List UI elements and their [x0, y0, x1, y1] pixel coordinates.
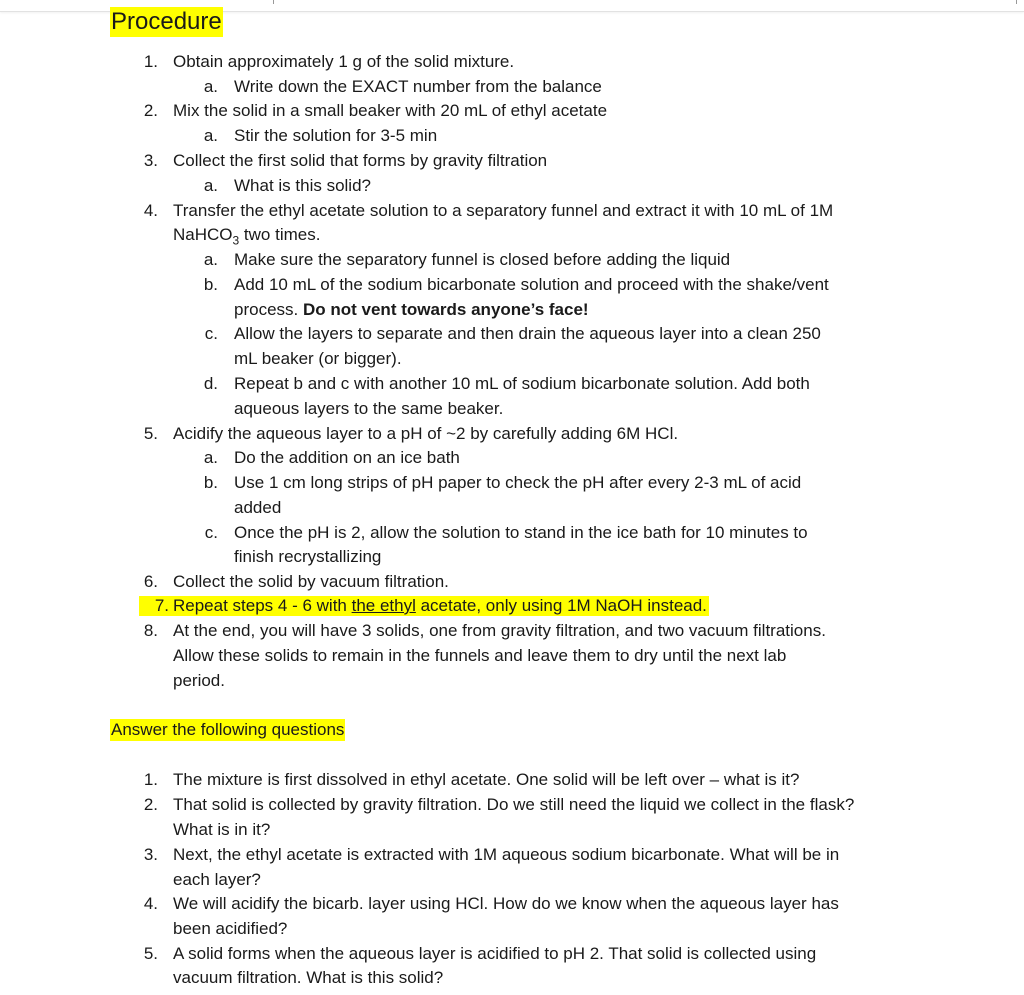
- substep-text: Make sure the separatory funnel is closed before adding the liquid: [234, 250, 731, 269]
- warning-text: Do not vent towards anyone’s face!: [302, 300, 589, 319]
- substep-text-continued: aqueous layers to the same beaker.: [234, 399, 504, 418]
- question-text: We will acidify the bicarb. layer using HCl. How do we know when the aqueous layer has: [173, 894, 839, 913]
- question-text: A solid forms when the aqueous layer is acidified to pH 2. That solid is collected using: [173, 944, 817, 963]
- substep-letter: b.: [203, 275, 218, 294]
- section-heading: Answer the following questions: [111, 720, 345, 739]
- step-text: Repeat steps 4 - 6 with: [173, 596, 352, 615]
- step-text-continued: period.: [173, 671, 225, 690]
- substep-text: What is this solid?: [234, 176, 371, 195]
- question-number: 3.: [143, 845, 158, 864]
- substep-letter: a.: [203, 176, 218, 195]
- step-number: 4.: [143, 201, 158, 220]
- substep-letter: c.: [204, 523, 218, 542]
- substep-text: Once the pH is 2, allow the solution to stand in the ice bath for 10 minutes to: [234, 523, 808, 542]
- step-text: Collect the first solid that forms by gravity filtration: [173, 151, 548, 170]
- question-number: 4.: [143, 894, 158, 913]
- step-text: Obtain approximately 1 g of the solid mixture.: [173, 52, 515, 71]
- question-text: That solid is collected by gravity filtration. Do we still need the liquid we collect in the flask?: [173, 795, 855, 814]
- step-text: Acidify the aqueous layer to a pH of ~2 by carefully adding 6M HCl.: [173, 424, 679, 443]
- question-text-continued: each layer?: [173, 870, 261, 889]
- substep-text: Use 1 cm long strips of pH paper to check the pH after every 2-3 mL of acid: [234, 473, 802, 492]
- substep-text-continued: finish recrystallizing: [234, 547, 382, 566]
- substep-text-continued: mL beaker (or bigger).: [234, 349, 402, 368]
- substep-letter: d.: [203, 374, 218, 393]
- step-text: At the end, you will have 3 solids, one from gravity filtration, and two vacuum filtrations.: [173, 621, 826, 640]
- substep-text: Add 10 mL of the sodium bicarbonate solution and proceed with the shake/vent: [234, 275, 829, 294]
- step-text-continued: Allow these solids to remain in the funnels and leave them to dry until the next lab: [173, 646, 787, 665]
- question-text-continued: What is in it?: [173, 820, 271, 839]
- underlined-text: the ethyl: [351, 596, 416, 615]
- substep-text: Stir the solution for 3-5 min: [234, 126, 438, 145]
- substep-letter: b.: [203, 473, 218, 492]
- step-number: 7.: [154, 596, 169, 615]
- step-number: 2.: [143, 101, 158, 120]
- substep-text: Allow the layers to separate and then drain the aqueous layer into a clean 250: [234, 324, 821, 343]
- question-text-continued: vacuum filtration. What is this solid?: [173, 968, 444, 987]
- question-number: 5.: [143, 944, 158, 963]
- step-text-continued: NaHCO$_3$ two times.: [173, 225, 321, 248]
- question-number: 1.: [143, 770, 158, 789]
- step-text: Collect the solid by vacuum filtration.: [173, 572, 449, 591]
- substep-text: Repeat b and c with another 10 mL of sodium bicarbonate solution. Add both: [234, 374, 810, 393]
- question-number: 2.: [143, 795, 158, 814]
- ruler-tick: [1016, 0, 1017, 4]
- step-number: 3.: [143, 151, 158, 170]
- substep-text: Write down the EXACT number from the balance: [234, 77, 602, 96]
- substep-letter: c.: [204, 324, 218, 343]
- substep-letter: a.: [203, 126, 218, 145]
- substep-letter: a.: [203, 448, 218, 467]
- substep-letter: a.: [203, 250, 218, 269]
- substep-letter: a.: [203, 77, 218, 96]
- substep-text-continued: process. Do not vent towards anyone’s face!: [234, 300, 589, 319]
- step-number: 1.: [143, 52, 158, 71]
- highlighted-step: 7. Repeat steps 4 - 6 with the ethyl acetate, only using 1M NaOH instead.: [139, 596, 709, 616]
- step-number: 5.: [143, 424, 158, 443]
- step-text: Mix the solid in a small beaker with 20 mL of ethyl acetate: [173, 101, 608, 120]
- step-number: 6.: [143, 572, 158, 591]
- substep-text: Do the addition on an ice bath: [234, 448, 460, 467]
- step-text: Transfer the ethyl acetate solution to a separatory funnel and extract it with 10 mL of 1M: [173, 201, 834, 220]
- question-text: Next, the ethyl acetate is extracted with 1M aqueous sodium bicarbonate. What will be in: [173, 845, 840, 864]
- question-text-continued: been acidified?: [173, 919, 288, 938]
- substep-text-continued: added: [234, 498, 282, 517]
- step-number: 8.: [143, 621, 158, 640]
- page-title: Procedure: [111, 8, 222, 35]
- question-text: The mixture is first dissolved in ethyl acetate. One solid will be left over – what is it?: [173, 770, 800, 789]
- ruler-tick: [273, 0, 274, 4]
